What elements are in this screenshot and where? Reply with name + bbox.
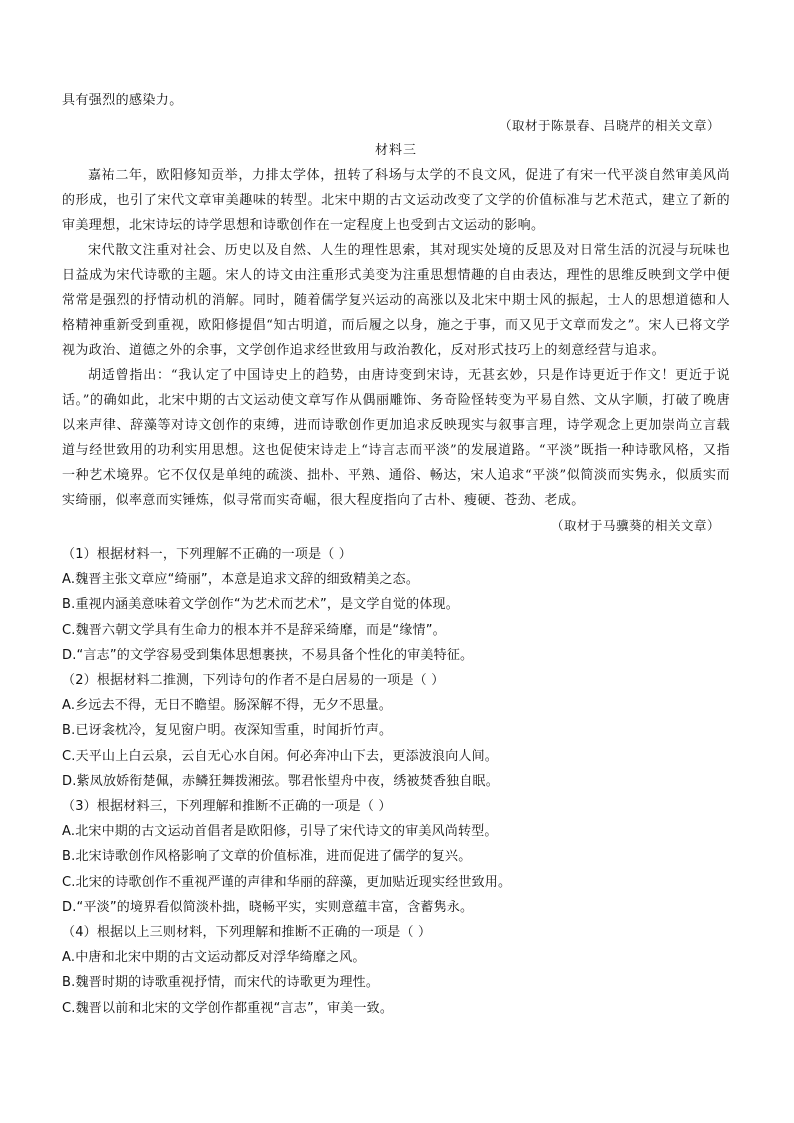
question-2 (62, 668, 730, 794)
question-option: C.魏晋六朝文学具有生命力的根本并不是辞采绮靡，而是“缘情”。 (62, 622, 446, 638)
source-citation-material-3: （取材于马骥葵的相关文章） (550, 518, 720, 533)
question-stem: （3）根据材料三，下列理解和推断不正确的一项是（ ） (62, 799, 392, 815)
question-3 (62, 794, 730, 920)
question-option: C.北宋的诗歌创作不重视严谨的声律和华丽的辞藻，更加贴近现实经世致用。 (62, 874, 512, 890)
material-3-body (62, 163, 730, 513)
question-option: B.魏晋时期的诗歌重视抒情，而宋代的诗歌更为理性。 (62, 975, 380, 991)
question-option: C.魏晋以前和北宋的文学创作都重视“言志”，审美一致。 (62, 1000, 394, 1016)
question-option: D.“言志”的文学容易受到集体思想裹挟，不易具备个性化的审美特征。 (62, 647, 474, 663)
question-option: A.北宋中期的古文运动首倡者是欧阳修，引导了宋代诗文的审美风尚转型。 (62, 824, 498, 840)
question-option: D.“平淡”的境界看似简淡朴拙，晓畅平实，实则意蕴丰富，含蓄隽永。 (62, 899, 474, 915)
question-option: A.中唐和北宋中期的古文运动都反对浮华绮靡之风。 (62, 950, 366, 966)
question-option: A.魏晋主张文章应“绮丽”，本意是追求文辞的细致精美之态。 (62, 572, 420, 588)
question-1 (62, 542, 730, 668)
question-option: A.乡远去不得，无日不瞻望。肠深解不得，无夕不思量。 (62, 698, 392, 714)
material-3-heading: 材料三 (374, 143, 417, 158)
question-option: B.重视内涵美意味着文学创作“为艺术而艺术”，是文学自觉的体现。 (62, 597, 459, 613)
material-3-paragraph: 嘉祐二年，欧阳修知贡举，力排太学体，扭转了科场与太学的不良文风，促进了有宋一代平淡自然审美风尚的形成，也引了宋代文章审美趣味的转型。北宋中期的古文运动改变了文学的价值标准与艺术范式，建立了新的审美理想，北宋诗坛的诗学思想和诗歌创作在一定程度上也受到古文运动的影响。 (62, 168, 730, 233)
material-3-paragraph: 宋代散文注重对社会、历史以及自然、人生的理性思索，其对现实处境的反思及对日常生活的沉浸与玩味也日益成为宋代诗歌的主题。宋人的诗文由注重形式美变为注重思想情趣的自由表达，理性的思维反映到文学中便常常是强烈的抒情动机的消解。同时，随着儒学复兴运动的高涨以及北宋中期士风的振起，士人的思想道德和人格精神重新受到重视，欧阳修提倡“知古明道，而后履之以身，施之于事，而又见于文章而发之”。宋人已将文学视为政治、道德之外的余事，文学创作追求经世致用与政治教化，反对形式技巧上的刻意经营与追求。 (62, 243, 730, 358)
question-option: B.已讶衾枕冷，复见窗户明。夜深知雪重，时闻折竹声。 (62, 723, 393, 739)
question-option: B.北宋诗歌创作风格影响了文章的价值标准，进而促进了儒学的复兴。 (62, 849, 472, 865)
exam-page (62, 88, 730, 1021)
source-citation-material-2: （取材于陈景春、吕晓芹的相关文章） (498, 118, 720, 133)
question-list (62, 542, 730, 1021)
question-option: C.天平山上白云泉，云自无心水自闲。何必奔冲山下去，更添波浪向人间。 (62, 748, 499, 764)
question-stem: （4）根据以上三则材料，下列理解和推断不正确的一项是（ ） (62, 925, 432, 941)
lead-line: 具有强烈的感染力。 (62, 93, 183, 108)
question-stem: （1）根据材料一，下列理解不正确的一项是（ ） (62, 547, 353, 562)
question-4 (62, 920, 730, 1021)
material-2-tail (62, 88, 730, 113)
material-3-paragraph: 胡适曾指出：“我认定了中国诗史上的趋势，由唐诗变到宋诗，无甚玄妙，只是作诗更近于作文！更近于说话。”的确如此，北宋中期的古文运动使文章写作从偶丽雕饰、务奇险怪转变为平易自然、文从字顺，打破了晚唐以来声律、辞藻等对诗文创作的束缚，进而诗歌创作更加追求反映现实与叙事言理，诗学观念上更加崇尚立言载道与经世致用的功利实用思想。这也促使宋诗走上“诗言志而平淡”的发展道路。“平淡”既指一种诗歌风格，又指一种艺术境界。它不仅仅是单纯的疏淡、拙朴、平熟、通俗、畅达，宋人追求“平淡”似简淡而实隽永，似质实而实绮丽，似率意而实锤炼，似寻常而实奇崛，很大程度指向了古朴、瘦硬、苍劲、老成。 (62, 368, 730, 508)
question-option: D.紫凤放娇衔楚佩，赤鳞狂舞拨湘弦。鄂君怅望舟中夜，绣被焚香独自眠。 (62, 773, 499, 789)
question-stem: （2）根据材料二推测，下列诗句的作者不是白居易的一项是（ ） (62, 673, 445, 689)
